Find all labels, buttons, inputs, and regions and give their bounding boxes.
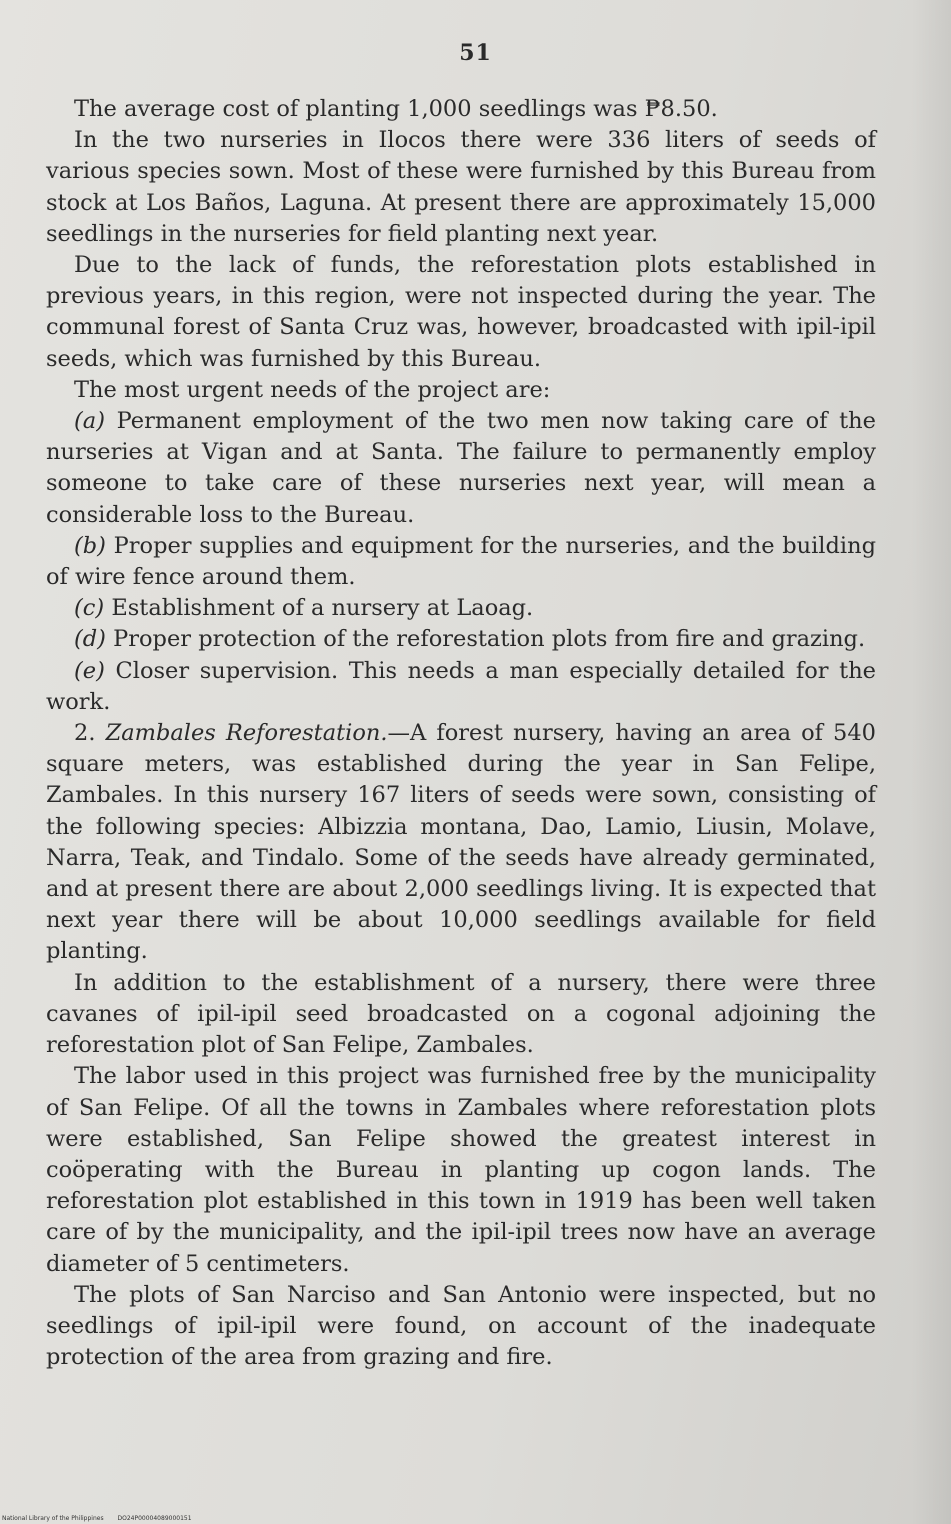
list-item-label: (e) — [74, 657, 105, 684]
list-item-text: Proper protection of the reforestation plots from fire and grazing. — [105, 626, 866, 653]
list-item-text: Proper supplies and equipment for the nurseries, and the building of wire fence around them. — [46, 532, 876, 591]
list-item-label: (b) — [74, 532, 106, 559]
list-item-text: Permanent employment of the two men now taking care of the nurseries at Vigan and at Santa. The failure to permanently employ someone to take care of these nurseries next year, will mean a considerable loss to the Bureau. — [46, 408, 876, 528]
page-number: 51 — [459, 40, 492, 66]
paragraph-text: The labor used in this project was furnished free by the municipality of San Felipe. Of all the towns in Zambales where reforestation plots were established, San Felipe showed the greatest interest in coöperating with the Bureau in planting up cogon lands. The reforestation plot established in this town in 1919 has been well taken care of by the municipality, and the ipil-ipil trees now have an average diameter of 5 centimeters. — [46, 1063, 876, 1277]
list-item — [46, 624, 876, 655]
page-edge-shadow — [911, 0, 951, 1524]
paragraph — [46, 968, 876, 1062]
scan-footer — [2, 1515, 192, 1522]
paragraph-text: In addition to the establishment of a nursery, there were three cavanes of ipil-ipil seed broadcasted on a cogonal adjoining the reforestation plot of San Felipe, Zambales. — [46, 969, 876, 1059]
section-text: —A forest nursery, having an area of 540 square meters, was established during the year in San Felipe, Zambales. In this nursery 167 liters of seeds were sown, consisting of the following species: Albizzia montana, Dao, Lamio, Liusin, Molave, Narra, Teak, and Tindalo. Some of the seeds have already germinated, and at present there are about 2,000 seedlings living. It is expected that next year there will be about 10,000 seedlings available for field planting. — [46, 720, 876, 965]
list-item — [46, 531, 876, 593]
paragraph — [46, 375, 876, 406]
list-item — [46, 656, 876, 718]
paragraph-text: Due to the lack of funds, the reforestation plots established in previous years, in this region, were not inspected during the year. The communal forest of Santa Cruz was, however, broadcasted with ipil-ipil seeds, which was furnished by this Bureau. — [46, 252, 876, 372]
list-item-label: (d) — [74, 626, 106, 653]
paragraph — [46, 125, 876, 250]
list-item-text: Establishment of a nursery at Laoag. — [104, 595, 534, 622]
paragraph-text: The most urgent needs of the project are: — [74, 376, 551, 403]
section-paragraph — [46, 718, 876, 968]
list-item-label: (a) — [74, 408, 105, 435]
list-item — [46, 593, 876, 624]
list-item-text: Closer supervision. This needs a man especially detailed for the work. — [46, 657, 876, 715]
footer-code: DO24P00004089000151 — [117, 1515, 192, 1522]
footer-library: National Library of the Philippines — [2, 1515, 104, 1522]
paragraph — [46, 250, 876, 375]
paragraph-text: The average cost of planting 1,000 seedlings was ₱8.50. — [74, 96, 718, 122]
section-number: 2. — [74, 720, 106, 747]
paragraph-text: In the two nurseries in Ilocos there were 336 liters of seeds of various species sown. Most of these were furnished by this Bureau from stock at Los Baños, Laguna. At present there are approximately 15,000 seedlings in the nurseries for field planting next year. — [46, 127, 876, 247]
section-heading: Zambales Reforestation. — [105, 720, 388, 747]
paragraph — [46, 94, 876, 125]
paragraph — [46, 1061, 876, 1279]
body-text — [46, 94, 876, 1373]
list-item-label: (c) — [74, 595, 105, 622]
list-item — [46, 406, 876, 531]
paragraph — [46, 1280, 876, 1374]
paragraph-text: The plots of San Narciso and San Antonio were inspected, but no seedlings of ipil-ipil were found, on account of the inadequate protection of the area from grazing and fire. — [46, 1281, 876, 1371]
